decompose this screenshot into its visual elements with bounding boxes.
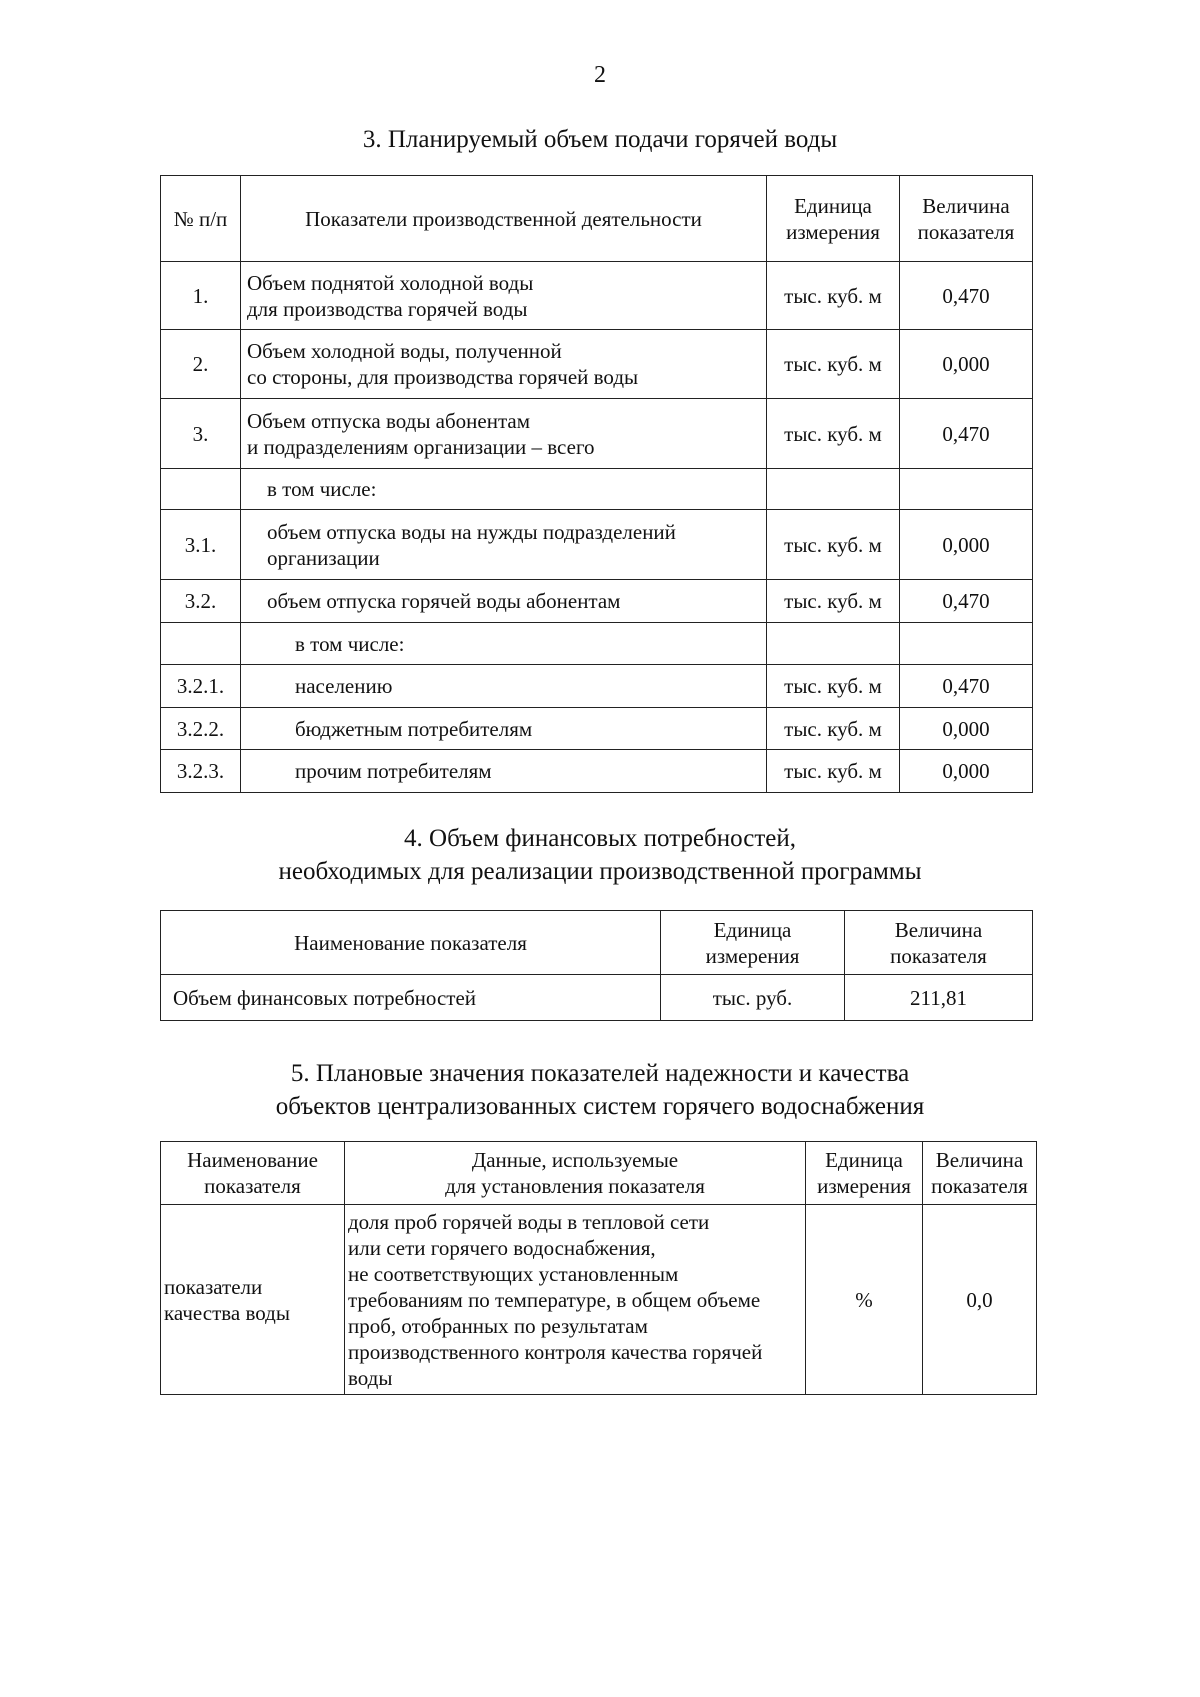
row-data-line: проб, отобранных по результатам: [348, 1313, 648, 1338]
row-unit: тыс. куб. м: [767, 510, 900, 580]
table-header-row: [161, 911, 1033, 975]
row-num: 3.2.3.: [161, 750, 241, 793]
table-row: [161, 399, 1033, 469]
row-name: населению: [241, 665, 767, 708]
row-unit: тыс. куб. м: [767, 330, 900, 399]
header-data-line1: Данные, используемые: [471, 1148, 679, 1172]
row-name: [241, 330, 767, 399]
header-unit-line1: Единица: [713, 917, 792, 942]
row-name: прочим потребителям: [241, 750, 767, 793]
row-num: 1.: [161, 262, 241, 330]
header-unit-line2: измерения: [817, 1174, 911, 1198]
table-row: [161, 330, 1033, 399]
table-row: [161, 1205, 1037, 1395]
row-num: 3.2.1.: [161, 665, 241, 708]
header-data-line2: для установления показателя: [445, 1174, 705, 1198]
row-name: [241, 399, 767, 469]
row-name-line1: Объем холодной воды, полученной: [247, 339, 562, 363]
row-data-line: требованиям по температуре, в общем объеме: [348, 1287, 761, 1312]
row-unit: тыс. куб. м: [767, 708, 900, 750]
header-value: [845, 911, 1033, 975]
row-num: 3.2.: [161, 580, 241, 623]
reliability-quality-table: [160, 1141, 1037, 1395]
section5-title: [0, 1057, 1200, 1123]
row-num: [161, 469, 241, 510]
row-name-line2: качества воды: [164, 1300, 290, 1325]
row-value: [900, 469, 1033, 510]
row-value: 0,470: [900, 665, 1033, 708]
table-row: [161, 665, 1033, 708]
header-name-line1: Наименование: [187, 1148, 318, 1172]
row-unit: тыс. куб. м: [767, 750, 900, 793]
table-header-row: [161, 176, 1033, 262]
table-header-row: [161, 1142, 1037, 1205]
row-value: 0,000: [900, 750, 1033, 793]
header-value: [923, 1142, 1037, 1205]
table-row: [161, 975, 1033, 1021]
row-value: 211,81: [845, 975, 1033, 1021]
row-num: [161, 623, 241, 665]
row-unit: [767, 469, 900, 510]
row-name: Объем финансовых потребностей: [161, 975, 661, 1021]
header-indicator: Показатели производственной деятельности: [241, 176, 767, 262]
row-name: [241, 262, 767, 330]
row-name: в том числе:: [241, 623, 767, 665]
table-row: [161, 262, 1033, 330]
header-value-line1: Величина: [894, 917, 983, 942]
header-name: Наименование показателя: [161, 911, 661, 975]
row-unit: тыс. куб. м: [767, 580, 900, 623]
header-value-line2: показателя: [890, 943, 987, 968]
header-unit-line1: Единица: [794, 193, 872, 218]
header-unit-line2: измерения: [705, 943, 800, 968]
header-unit: [806, 1142, 923, 1205]
header-name: [161, 1142, 345, 1205]
row-num: 3.: [161, 399, 241, 469]
row-data-line: воды: [348, 1365, 393, 1390]
header-unit-line1: Единица: [825, 1148, 903, 1172]
header-data: [345, 1142, 806, 1205]
header-name-line2: показателя: [204, 1174, 301, 1198]
table-row: [161, 580, 1033, 623]
header-value-line2: показателя: [931, 1174, 1028, 1198]
row-value: 0,000: [900, 708, 1033, 750]
header-value-line1: Величина: [935, 1148, 1024, 1172]
row-data-line: или сети горячего водоснабжения,: [348, 1235, 656, 1260]
row-value: [900, 623, 1033, 665]
row-unit: %: [806, 1205, 923, 1395]
row-name: бюджетным потребителям: [241, 708, 767, 750]
header-unit-line2: измерения: [786, 219, 880, 244]
row-value: 0,000: [900, 510, 1033, 580]
row-unit: [767, 623, 900, 665]
section4-title-line1: 4. Объем финансовых потребностей,: [404, 825, 796, 852]
table-row: [161, 623, 1033, 665]
row-unit: тыс. куб. м: [767, 262, 900, 330]
section4-title: [0, 822, 1200, 888]
row-name-line1: объем отпуска воды на нужды подразделений: [267, 519, 676, 544]
row-data-line: производственного контроля качества горячей: [348, 1339, 763, 1364]
row-value: 0,0: [923, 1205, 1037, 1395]
row-name-line2: и подразделениям организации – всего: [247, 434, 595, 459]
row-num: 3.1.: [161, 510, 241, 580]
section3-title: 3. Планируемый объем подачи горячей воды: [362, 126, 838, 153]
row-name-line2: организации: [267, 545, 380, 570]
section5-title-line1: 5. Плановые значения показателей надежности и качества: [290, 1060, 910, 1087]
row-data-line: не соответствующих установленным: [348, 1261, 679, 1286]
financial-needs-table: [160, 910, 1033, 1021]
row-name-line1: Объем отпуска воды абонентам: [247, 408, 531, 433]
row-data: [345, 1205, 806, 1395]
row-data-line: доля проб горячей воды в тепловой сети: [348, 1209, 710, 1234]
row-name: [241, 510, 767, 580]
header-unit: [661, 911, 845, 975]
row-name: [161, 1205, 345, 1395]
row-name-line1: Объем поднятой холодной воды: [247, 270, 534, 295]
table-row: [161, 469, 1033, 510]
row-num: 3.2.2.: [161, 708, 241, 750]
row-value: 0,000: [900, 330, 1033, 399]
row-name: в том числе:: [241, 469, 767, 510]
row-unit: тыс. куб. м: [767, 399, 900, 469]
section5-title-line2: объектов централизованных систем горячего водоснабжения: [275, 1093, 925, 1120]
header-num: № п/п: [161, 176, 241, 262]
row-value: 0,470: [900, 262, 1033, 330]
water-supply-table: [160, 175, 1033, 793]
table-row: [161, 708, 1033, 750]
row-unit: тыс. куб. м: [767, 665, 900, 708]
table-row: [161, 750, 1033, 793]
section4-title-line2: необходимых для реализации производственной программы: [278, 858, 922, 885]
header-value: [900, 176, 1033, 262]
row-value: 0,470: [900, 399, 1033, 469]
row-name-line2: для производства горячей воды: [247, 296, 528, 321]
row-value: 0,470: [900, 580, 1033, 623]
row-name-line2: со стороны, для производства горячей воды: [247, 365, 639, 389]
header-value-line1: Величина: [922, 193, 1010, 218]
row-unit: тыс. руб.: [661, 975, 845, 1021]
page-number: 2: [594, 62, 606, 88]
row-name-line1: показатели: [164, 1274, 263, 1299]
row-name: объем отпуска горячей воды абонентам: [241, 580, 767, 623]
table-row: [161, 510, 1033, 580]
header-value-line2: показателя: [917, 219, 1015, 244]
row-num: 2.: [161, 330, 241, 399]
header-unit: [767, 176, 900, 262]
